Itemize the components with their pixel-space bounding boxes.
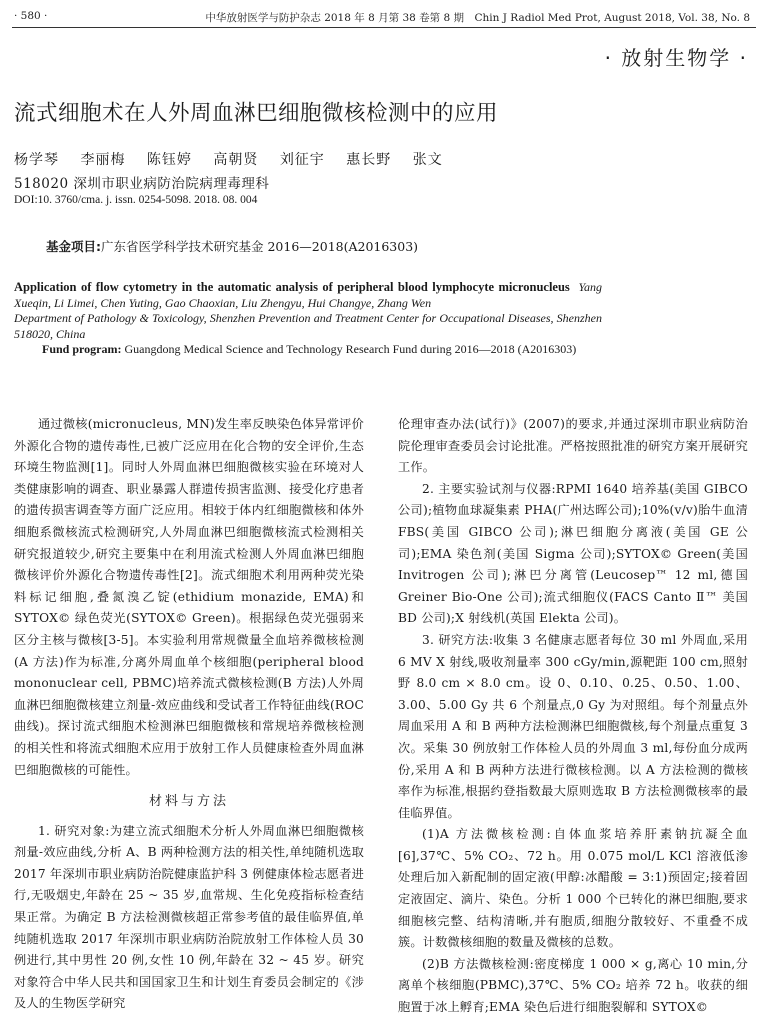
- english-title-line: [14, 280, 602, 311]
- fund-program-cn: [46, 237, 418, 255]
- affiliation: 518020 深圳市职业病防治院病理毒理科: [14, 176, 270, 192]
- english-fund-label: Fund program:: [42, 342, 122, 356]
- english-title: Application of flow cytometry in the automatic analysis of peripheral blood lymphocyte micronucleus: [14, 280, 570, 294]
- fund-label: 基金项目:: [46, 239, 101, 254]
- english-fund: [14, 342, 602, 358]
- author: 杨学琴: [14, 152, 59, 168]
- body-column-left: [14, 414, 364, 1015]
- author: 惠长野: [346, 152, 392, 168]
- header-rule: [12, 27, 756, 28]
- author: 李丽梅: [80, 152, 126, 168]
- section-banner: · 放射生物学 ·: [604, 46, 748, 70]
- method-b-paragraph: (2)B 方法微核检测:密度梯度 1 000 × g,离心 10 min,分离单个核细胞(PBMC),37℃、5% CO₂ 培养 72 h。收获的细胞置于冰上孵育;EMA 染色后进行细胞裂解和 SYTOX©: [398, 956, 748, 1015]
- doi: DOI:10. 3760/cma. j. issn. 0254-5098. 2018. 08. 004: [14, 194, 258, 206]
- article-title: 流式细胞术在人外周血淋巴细胞微核检测中的应用: [14, 101, 499, 126]
- english-fund-text: Guangdong Medical Science and Technology Research Fund during 2016—2018 (A2016303): [124, 342, 577, 356]
- english-abstract-header: [14, 280, 602, 358]
- reagents-paragraph: 2. 主要实验试剂与仪器:RPMI 1640 培养基(美国 GIBCO 公司);植物血球凝集素 PHA(广州达晖公司);10%(v/v)胎牛血清 FBS(美国 GIBCO 公司);淋巴细胞分离液(美国 GE 公司);EMA 染色剂(美国 Sigma 公司);SYTOX© Green(美国 Invitrogen 公司);淋巴分离管(Leucosep™ 12 ml,德国 Greiner Bio-One 公司);流式细胞仪(FACS Canto Ⅱ™ 美国 BD 公司);X 射线机(英国 Elekta 公司)。: [398, 481, 748, 626]
- author: 陈钰婷: [146, 152, 192, 168]
- intro-paragraph: 通过微核(micronucleus, MN)发生率反映染色体异常评价外源化合物的遗传毒性,已被广泛应用在化合物的安全评价,生态环境生物监测[1]。同时人外周血淋巴细胞微核实验在环境对人类健康影响的调查、职业暴露人群遗传损害监测、接受化疗患者的遗传损害调查等方面广泛应用。相较于体内红细胞微核和体外细胞系微核流式检测研究,人外周血淋巴细胞微核流式检测相关研究报道较少,研究主要集中在利用流式检测人外周血淋巴细胞微核评价外源化合物遗传毒性[2]。流式细胞术利用两种荧光染料标记细胞,叠氮溴乙锭(ethidium monazide, EMA)和 SYTOX© 绿色荧光(SYTOX© Green)。根据绿色荧光强弱来区分主核与微核[3-5]。本实验利用常规微量全血培养微核检测(A 方法)作为标准,分离外周血单个核细胞(peripheral blood mononuclear cell, PBMC)培养流式微核检测(B 方法)人外周血淋巴细胞微核建立剂量-效应曲线和受试者工作特征曲线(ROC 曲线)。探讨流式细胞术检测淋巴细胞微核和常规培养微核检测的相关性和将流式细胞术应用于放射工作人员健康检查外周血淋巴细胞微核的可能性。: [14, 417, 364, 777]
- ethics-paragraph: 伦理审查办法(试行)》(2007)的要求,并通过深圳市职业病防治院伦理审查委员会讨论批准。严格按照批准的研究方案开展研究工作。: [398, 417, 748, 475]
- section-heading: 材料与方法: [148, 794, 229, 810]
- english-authors: Yang Xueqin, Li Limei, Chen Yuting, Gao Chaoxian, Liu Zhengyu, Hui Changye, Zhang Wen: [14, 280, 603, 310]
- author-list: [14, 149, 459, 169]
- author: 刘征宇: [279, 152, 325, 168]
- body-column-right: [398, 414, 748, 1019]
- methods-paragraph: 1. 研究对象:为建立流式细胞术分析人外周血淋巴细胞微核剂量-效应曲线,分析 A、B 两种检测方法的相关性,单纯随机选取 2017 年深圳市职业病防治院健康监护科 3 例健康体检志愿者进行,无吸烟史,年龄在 25 ~ 35 岁,血常规、生化免疫指标检查结果正常。为确定 B 方法检测微核超正常参考值的最佳临界值,单纯随机选取 2017 年深圳市职业病防治院放射工作体检人员 30 例进行,其中男性 20 例,女性 10 例,年龄在 32 ~ 45 岁。研究对象符合中华人民共和国国家卫生和计划生育委员会制定的《涉及人的生物医学研究: [14, 823, 364, 1011]
- running-header: [12, 10, 756, 28]
- journal-citation: 中华放射医学与防护杂志 2018 年 8 月第 38 卷第 8 期 Chin J Radiol Med Prot, August 2018, Vol. 38, No. 8: [205, 12, 750, 24]
- methods-paragraph: 3. 研究方法:收集 3 名健康志愿者每位 30 ml 外周血,采用 6 MV X 射线,吸收剂量率 300 cGy/min,源靶距 100 cm,照射野 8.0 cm × 8.0 cm。设 0、0.10、0.25、0.50、1.00、3.00、5.00 Gy 共 6 个剂量点,0 Gy 为对照组。每个剂量点外周血采用 A 和 B 两种方法检测淋巴细胞微核,每个剂量点重复 3 次。采集 30 例放射工作体检人员的外周血 3 ml,每份血分成两份,采用 A 和 B 两种方法进行微核检测。以 A 方法检测的微核率作为标准,根据约登指数最大原则选取 B 方法检测微核率的最佳临界值。: [398, 632, 748, 820]
- author: 张文: [412, 152, 443, 168]
- english-affiliation: Department of Pathology & Toxicology, Shenzhen Prevention and Treatment Center for Occupational Diseases, Shenzhen 518020, China: [14, 311, 602, 341]
- author: 高朝贤: [213, 152, 259, 168]
- page-number: · 580 ·: [14, 10, 48, 22]
- method-a-paragraph: (1)A 方法微核检测:自体血浆培养肝素钠抗凝全血[6],37℃、5% CO₂、72 h。用 0.075 mol/L KCl 溶液低渗处理后加入新配制的固定液(甲醇:冰醋酸 = 3:1)预固定;接着固定液固定、滴片、染色。分析 1 000 个已转化的淋巴细胞,要求细胞核完整、结构清晰,并有胞质,细胞分散较好、不重叠不成簇。计数微核细胞的数量及微核的总数。: [398, 827, 748, 950]
- fund-text: 广东省医学科学技术研究基金 2016—2018(A2016303): [101, 239, 419, 254]
